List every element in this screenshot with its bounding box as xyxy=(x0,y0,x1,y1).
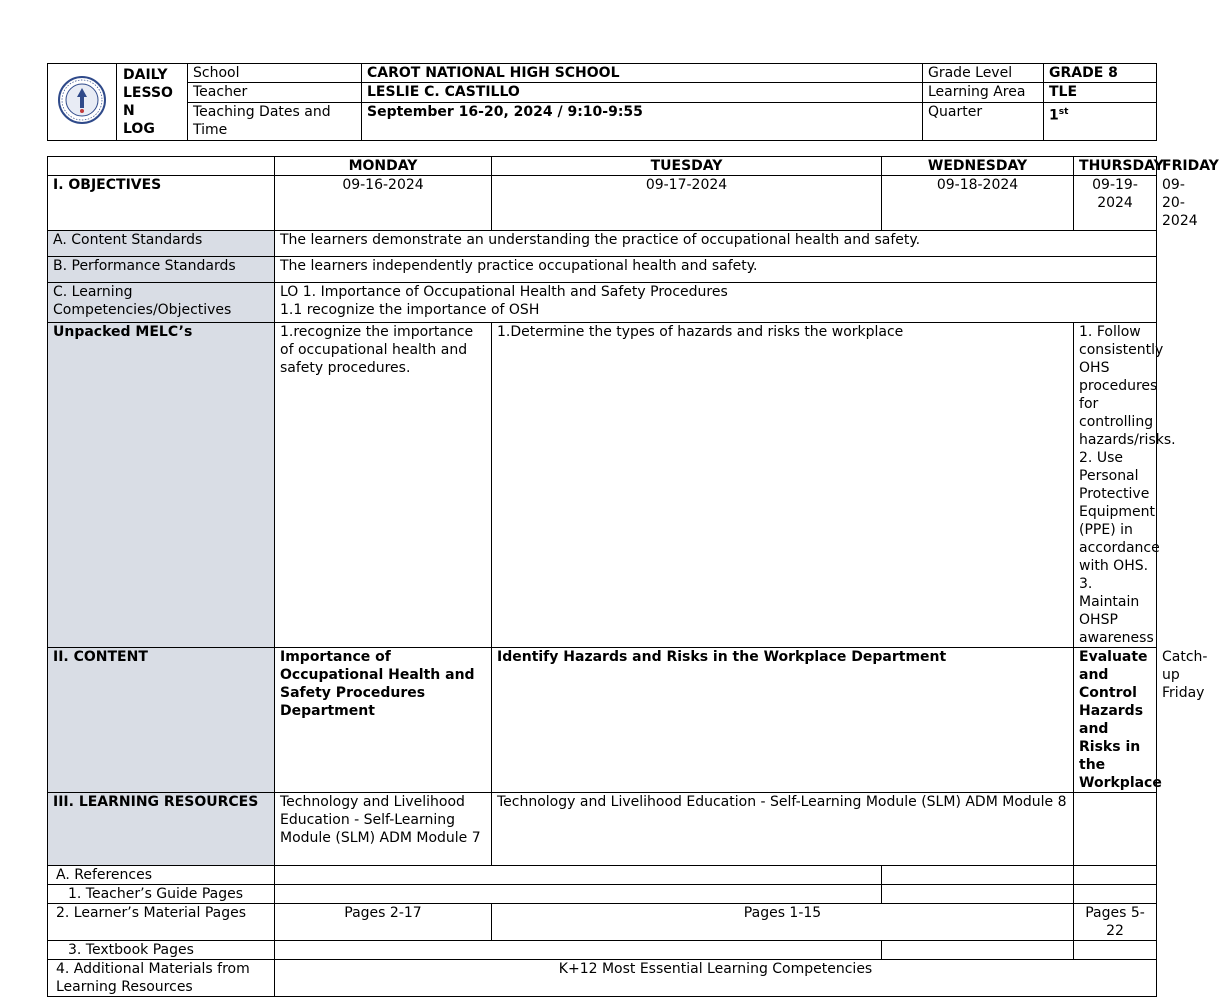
date-tuesday: 09-17-2024 xyxy=(492,176,882,231)
teachers-guide-cell xyxy=(275,885,882,904)
references-cell xyxy=(1074,866,1157,885)
additional-materials-text: K+12 Most Essential Learning Competencies xyxy=(275,960,1157,997)
deped-seal-icon xyxy=(57,75,107,125)
school-value: CAROT NATIONAL HIGH SCHOOL xyxy=(362,64,923,83)
quarter-suffix: st xyxy=(1058,106,1069,117)
objectives-label: I. OBJECTIVES xyxy=(48,176,275,231)
references-cell xyxy=(275,866,882,885)
content-label: II. CONTENT xyxy=(48,648,275,793)
learners-material-monday: Pages 2-17 xyxy=(275,904,492,941)
textbook-cell xyxy=(275,941,882,960)
learners-material-label: 2. Learner’s Material Pages xyxy=(48,904,275,941)
textbook-cell xyxy=(882,941,1074,960)
references-cell xyxy=(882,866,1074,885)
resources-label: III. LEARNING RESOURCES xyxy=(48,793,275,866)
melc-label: Unpacked MELC’s xyxy=(48,323,275,648)
melc-monday: 1.recognize the importance of occupational health and safety procedures. xyxy=(275,323,492,648)
performance-standards-label: B. Performance Standards xyxy=(48,257,275,283)
teachers-guide-cell xyxy=(882,885,1074,904)
header-table xyxy=(47,63,1157,141)
resources-tuesday-wednesday: Technology and Livelihood Education - Self-Learning Module (SLM) ADM Module 8 xyxy=(492,793,1074,866)
learners-material-thursday: Pages 5-22 xyxy=(1074,904,1157,941)
references-row xyxy=(48,866,1157,885)
date-monday: 09-16-2024 xyxy=(275,176,492,231)
learning-area-value: TLE xyxy=(1044,83,1157,102)
content-monday: Importance of Occupational Health and Safety Procedures Department xyxy=(275,648,492,793)
resources-row xyxy=(48,793,1157,866)
learning-area-label: Learning Area xyxy=(923,83,1044,102)
learners-material-row xyxy=(48,904,1157,941)
content-standards-row xyxy=(48,231,1157,257)
content-standards-text: The learners demonstrate an understanding the practice of occupational health and safety. xyxy=(275,231,1157,257)
competencies-line-1: LO 1. Importance of Occupational Health and Safety Procedures xyxy=(280,284,728,300)
grade-level-label: Grade Level xyxy=(923,64,1044,83)
teaching-dates-value: September 16-20, 2024 / 9:10-9:55 xyxy=(362,102,923,141)
days-header-row: MONDAY TUESDAY WEDNESDAY THURSDAY FRIDAY xyxy=(48,157,1157,176)
content-row: II. CONTENT Importance of Occupational Health and Safety Procedures Department Identify Hazards and Risks in the Workplace Department Evaluate and Control Hazards and Risks in the Workplace Catch-up Friday xyxy=(48,648,1157,793)
additional-materials-row xyxy=(48,960,1157,997)
day-header-wednesday: WEDNESDAY xyxy=(882,157,1074,176)
performance-standards-text: The learners independently practice occupational health and safety. xyxy=(275,257,1157,283)
content-tuesday-wednesday: Identify Hazards and Risks in the Workplace Department xyxy=(492,648,1074,793)
objectives-row: I. OBJECTIVES 09-16-2024 09-17-2024 09-18-2024 09-19-2024 09-20-2024 xyxy=(48,176,1157,231)
day-header-tuesday: TUESDAY xyxy=(492,157,882,176)
day-header-thursday: THURSDAY xyxy=(1074,157,1157,176)
grade-level-value: GRADE 8 xyxy=(1044,64,1157,83)
date-wednesday: 09-18-2024 xyxy=(882,176,1074,231)
competencies-line-2: 1.1 recognize the importance of OSH xyxy=(280,302,540,318)
melc-thursday: 1. Follow consistently OHS procedures for controlling hazards/risks. 2. Use Personal Protective Equipment (PPE) in accordance with OHS. 3. Maintain OHSP awareness xyxy=(1074,323,1157,648)
teacher-value: LESLIE C. CASTILLO xyxy=(362,83,923,102)
performance-standards-row xyxy=(48,257,1157,283)
school-label: School xyxy=(188,64,362,83)
competencies-label: C. Learning Competencies/Objectives xyxy=(48,283,275,323)
deped-seal xyxy=(48,64,117,141)
melc-row xyxy=(48,323,1157,648)
textbook-cell xyxy=(1074,941,1157,960)
day-header-monday: MONDAY xyxy=(275,157,492,176)
references-label: A. References xyxy=(48,866,275,885)
additional-materials-label: 4. Additional Materials from Learning Resources xyxy=(48,960,275,997)
teacher-label: Teacher xyxy=(188,83,362,102)
resources-thursday xyxy=(1074,793,1157,866)
quarter-value xyxy=(1044,102,1157,141)
corner-cell xyxy=(48,157,275,176)
competencies-text xyxy=(275,283,1157,323)
resources-monday: Technology and Livelihood Education - Self-Learning Module (SLM) ADM Module 7 xyxy=(275,793,492,866)
melc-tuesday-wednesday: 1.Determine the types of hazards and risks the workplace xyxy=(492,323,1074,648)
content-thursday: Evaluate and Control Hazards and Risks in the Workplace xyxy=(1074,648,1157,793)
learners-material-tuesday-wednesday: Pages 1-15 xyxy=(492,904,1074,941)
teachers-guide-label: 1. Teacher’s Guide Pages xyxy=(48,885,275,904)
document-title: DAILY LESSO N LOG xyxy=(117,64,188,141)
content-standards-label: A. Content Standards xyxy=(48,231,275,257)
teachers-guide-cell xyxy=(1074,885,1157,904)
quarter-number: 1 xyxy=(1049,107,1059,124)
textbook-row xyxy=(48,941,1157,960)
lesson-log-table xyxy=(47,156,1219,997)
quarter-label: Quarter xyxy=(923,102,1044,141)
competencies-row xyxy=(48,283,1157,323)
date-thursday: 09-19-2024 xyxy=(1074,176,1157,231)
textbook-label: 3. Textbook Pages xyxy=(48,941,275,960)
teaching-dates-label: Teaching Dates and Time xyxy=(188,102,362,141)
teachers-guide-row xyxy=(48,885,1157,904)
